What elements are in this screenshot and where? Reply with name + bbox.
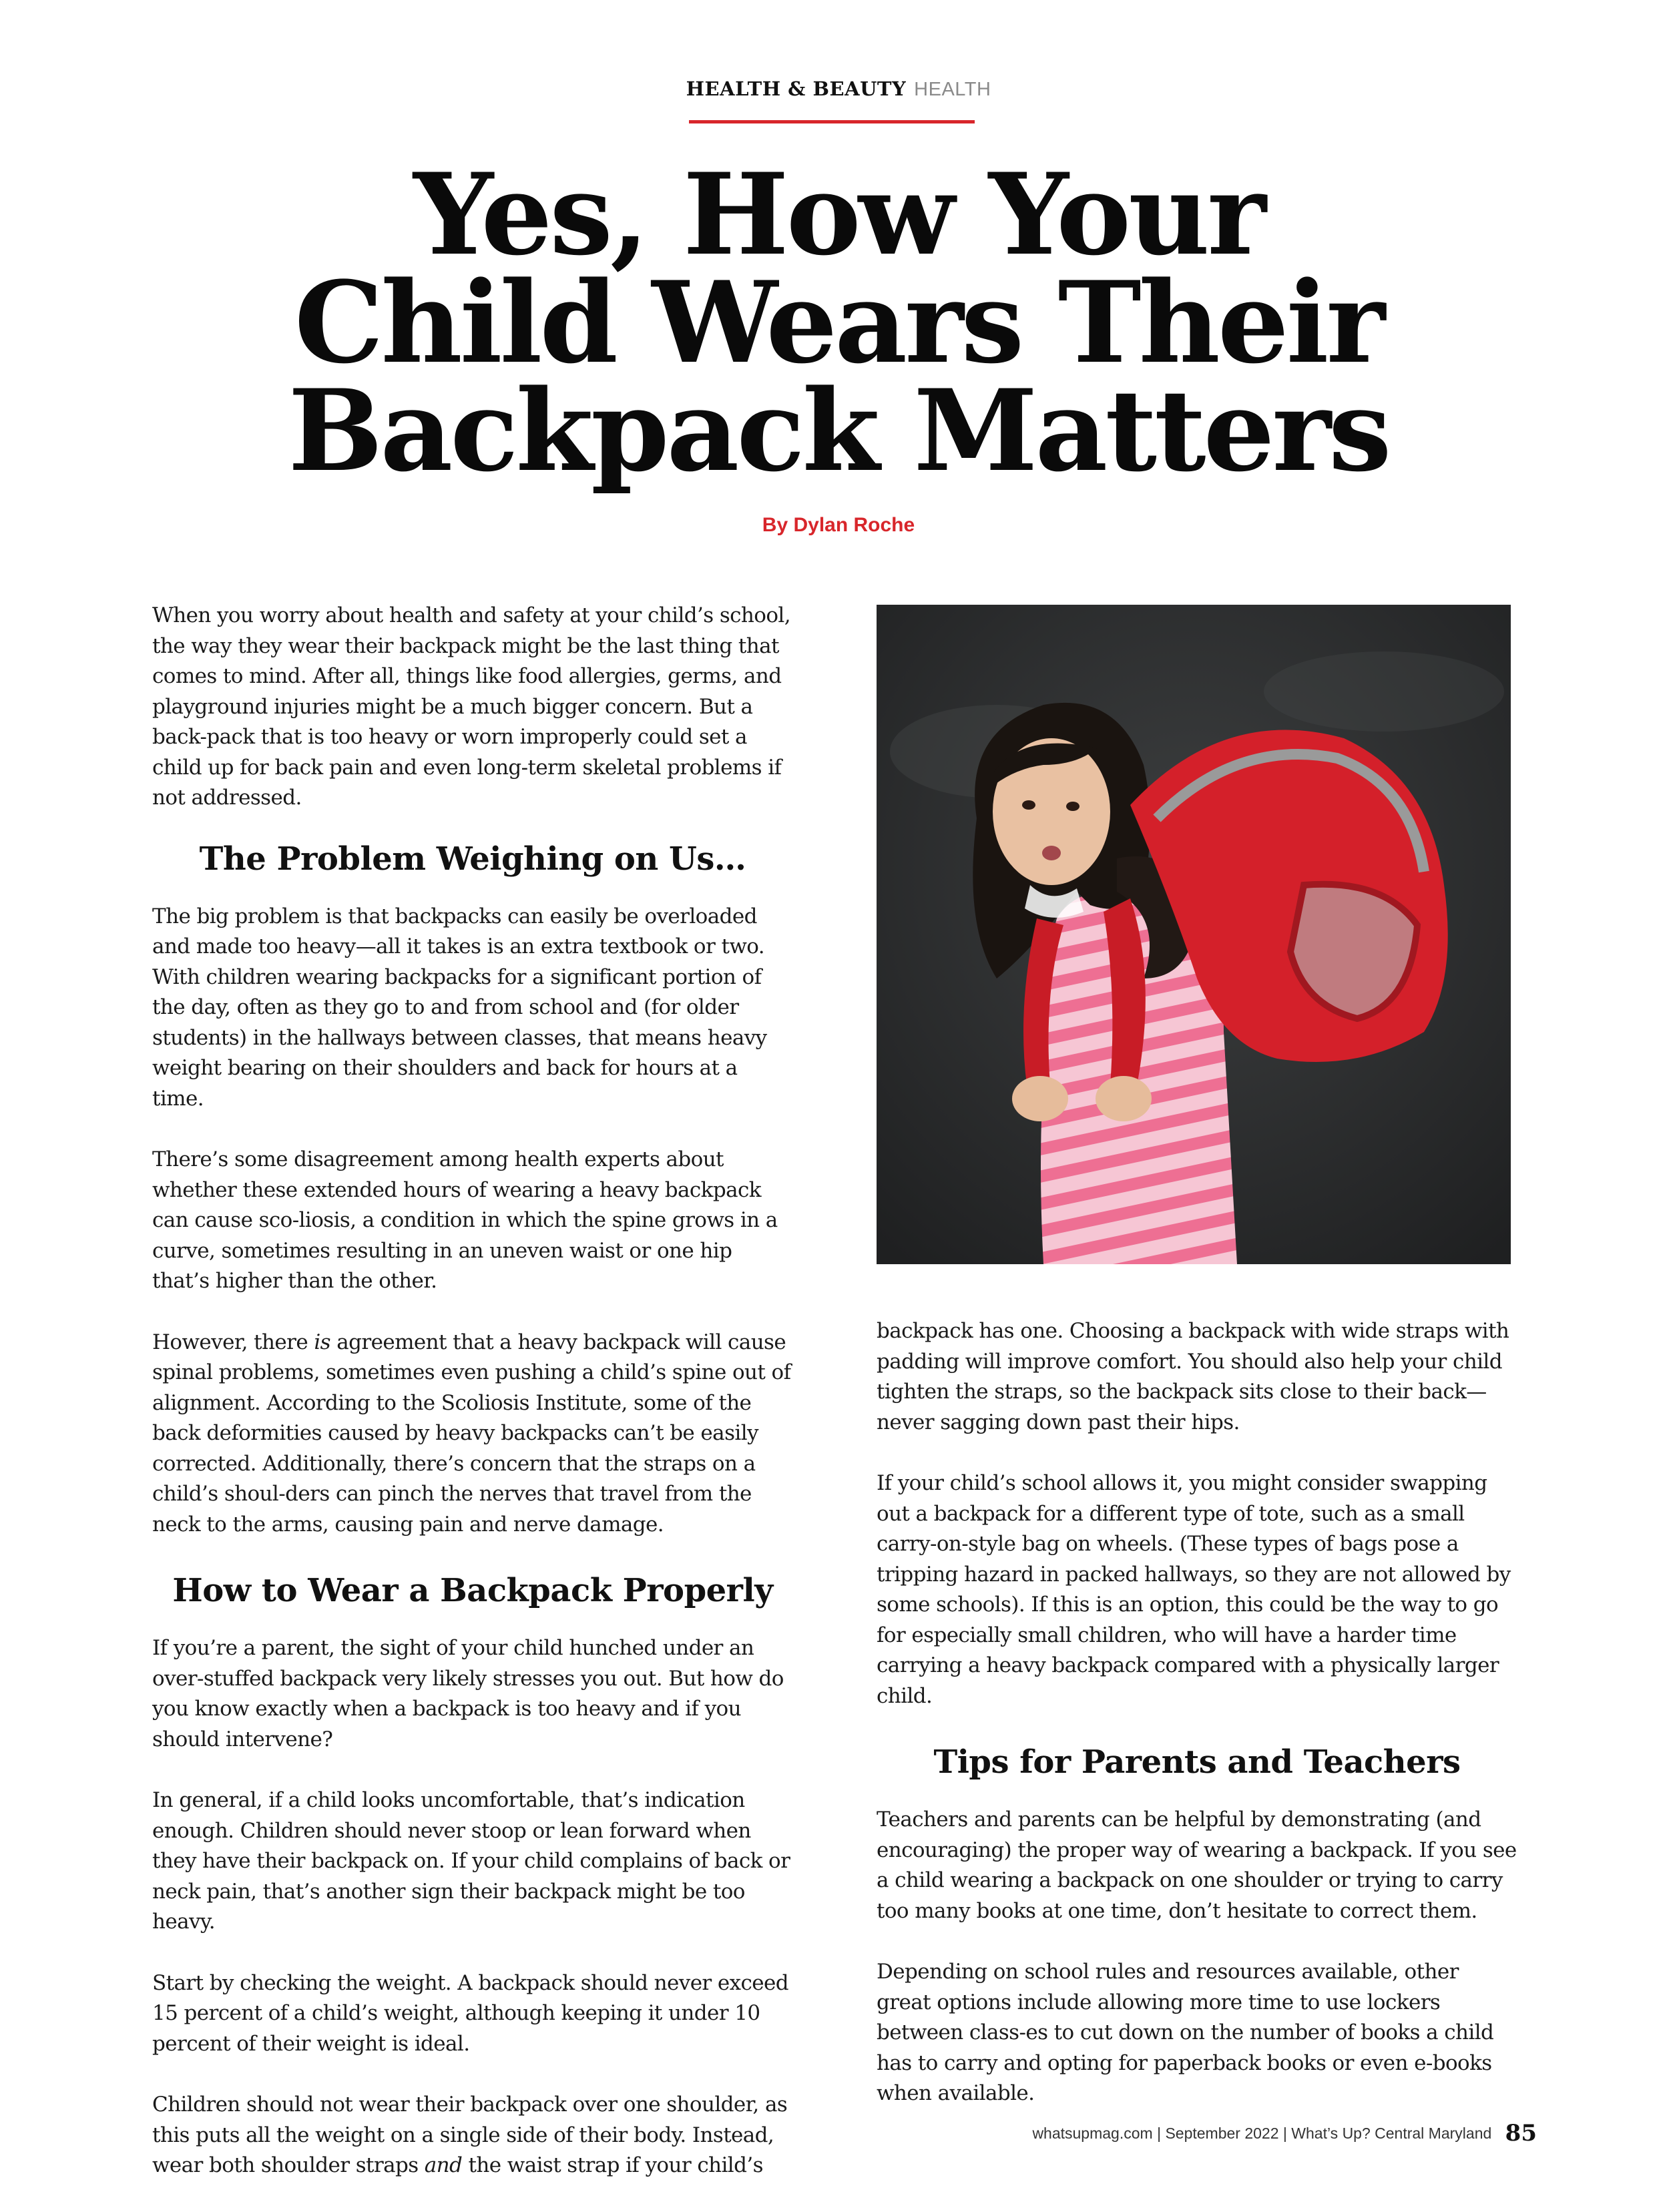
heading-wear-properly: How to Wear a Backpack Properly bbox=[172, 1572, 773, 1609]
child-with-backpack-illustration bbox=[877, 605, 1511, 1264]
heading-tips: Tips for Parents and Teachers bbox=[933, 1743, 1461, 1781]
paragraph-overload: The big problem is that backpacks can easily be overloaded and made too heavy—all it takes is an extra textbook or two. With children wearing backpacks for a significant portion of the day, often as they go to and from school and (for older students) in the hallways between classes, that means heavy weight bearing on their shoulders and back for hours at a time. bbox=[152, 904, 767, 1111]
paragraph-continued-straps: backpack has one. Choosing a backpack with wide straps with padding will improve comfort. You should also help your child tighten the straps, so the backpack sits close to their back—never sagging down past their hips. bbox=[877, 1319, 1509, 1434]
paragraph-options: Depending on school rules and resources available, other great options include allowing more time to use lockers between class-es to cut down on the number of books a child has to carry and opting for paperback books or even e-books when available. bbox=[877, 1960, 1494, 2105]
intro-paragraph: When you worry about health and safety at your child’s school, the way they wear their backpack might be the last thing that comes to mind. After all, things like food allergies, germs, and playground injuries might be a much bigger concern. But a back-pack that is too heavy or worn improperly could set a child up for back pain and even long-term skeletal problems if not addressed. bbox=[152, 603, 790, 810]
heading-problem: The Problem Weighing on Us… bbox=[199, 840, 746, 878]
title-line-1: Yes, How Your bbox=[413, 148, 1264, 280]
article-photo bbox=[877, 605, 1511, 1264]
footer-separator: | bbox=[1282, 2125, 1292, 2142]
byline: By Dylan Roche bbox=[762, 514, 915, 536]
page-number: 85 bbox=[1505, 2120, 1537, 2147]
title-line-2: Child Wears Their bbox=[294, 256, 1383, 388]
text-fragment: However, there bbox=[152, 1330, 314, 1354]
footer-separator: | bbox=[1157, 2125, 1166, 2142]
section-name: HEALTH & BEAUTY bbox=[686, 77, 907, 100]
section-label bbox=[0, 77, 1677, 101]
paragraph-demonstrating: Teachers and parents can be helpful by demonstrating (and encouraging) the proper way of wearing a backpack. If you see a child wearing a backpack on one shoulder or trying to carry too many books at one time, don’t hesitate to correct them. bbox=[877, 1808, 1517, 1923]
article-title bbox=[171, 148, 1506, 497]
left-column bbox=[152, 601, 793, 2212]
paragraph-weight: Start by checking the weight. A backpack should never exceed 15 percent of a child’s weight, although keeping it under 10 percent of their weight is ideal. bbox=[152, 1970, 789, 2056]
text-fragment: Children should not wear their backpack over one shoulder, as this puts all the weight on a single side of their body. Instead, wear both shoulder straps bbox=[152, 2093, 788, 2177]
emphasis-text: is bbox=[314, 1330, 330, 1354]
footer-site: whatsupmag.com bbox=[1032, 2125, 1153, 2142]
page-footer bbox=[868, 2120, 1537, 2147]
emphasis-text: and bbox=[424, 2153, 463, 2177]
paragraph-parent: If you’re a parent, the sight of your child hunched under an over-stuffed backpack very likely stresses you out. But how do you know exactly when a backpack is too heavy and if you should intervene? bbox=[152, 1636, 784, 1751]
text-fragment: the waist strap if your child’s bbox=[462, 2153, 763, 2177]
title-line-3: Backpack Matters bbox=[288, 364, 1389, 497]
subsection-name: HEALTH bbox=[914, 79, 991, 100]
footer-publication: What’s Up? Central Maryland bbox=[1291, 2125, 1492, 2142]
paragraph-straps bbox=[152, 2090, 793, 2181]
paragraph-agreement bbox=[152, 1328, 793, 1541]
paragraph-uncomfortable: In general, if a child looks uncomfortable, that’s indication enough. Children should never stoop or lean forward when they have their backpack on. If your child complains of back or neck pain, that’s another sign their backpack might be too heavy. bbox=[152, 1788, 790, 1934]
paragraph-scoliosis: There’s some disagreement among health experts about whether these extended hours of wearing a heavy backpack can cause sco-liosis, a condition in which the spine grows in a curve, sometimes resulting in an uneven waist or one hip that’s higher than the other. bbox=[152, 1147, 778, 1293]
paragraph-tote: If your child’s school allows it, you might consider swapping out a backpack for a different type of tote, such as a small carry-on-style bag on wheels. (These types of bags pose a tripping hazard in packed hallways, so they are not allowed by some schools). If this is an option, this could be the way to go for especially small children, who will have a harder time carrying a heavy backpack compared with a physically larger child. bbox=[877, 1471, 1511, 1708]
right-column bbox=[877, 1316, 1517, 2140]
section-divider bbox=[689, 120, 975, 123]
footer-issue: September 2022 bbox=[1165, 2125, 1279, 2142]
text-fragment: agreement that a heavy backpack will cause spinal problems, sometimes even pushing a child’s spine out of alignment. According to the Scoliosis Institute, some of the back deformities caused by heavy backpacks can’t be easily corrected. Additionally, there’s concern that the straps on a child’s shoul-ders can pinch the nerves that travel from the neck to the arms, causing pain and nerve damage. bbox=[152, 1330, 791, 1537]
